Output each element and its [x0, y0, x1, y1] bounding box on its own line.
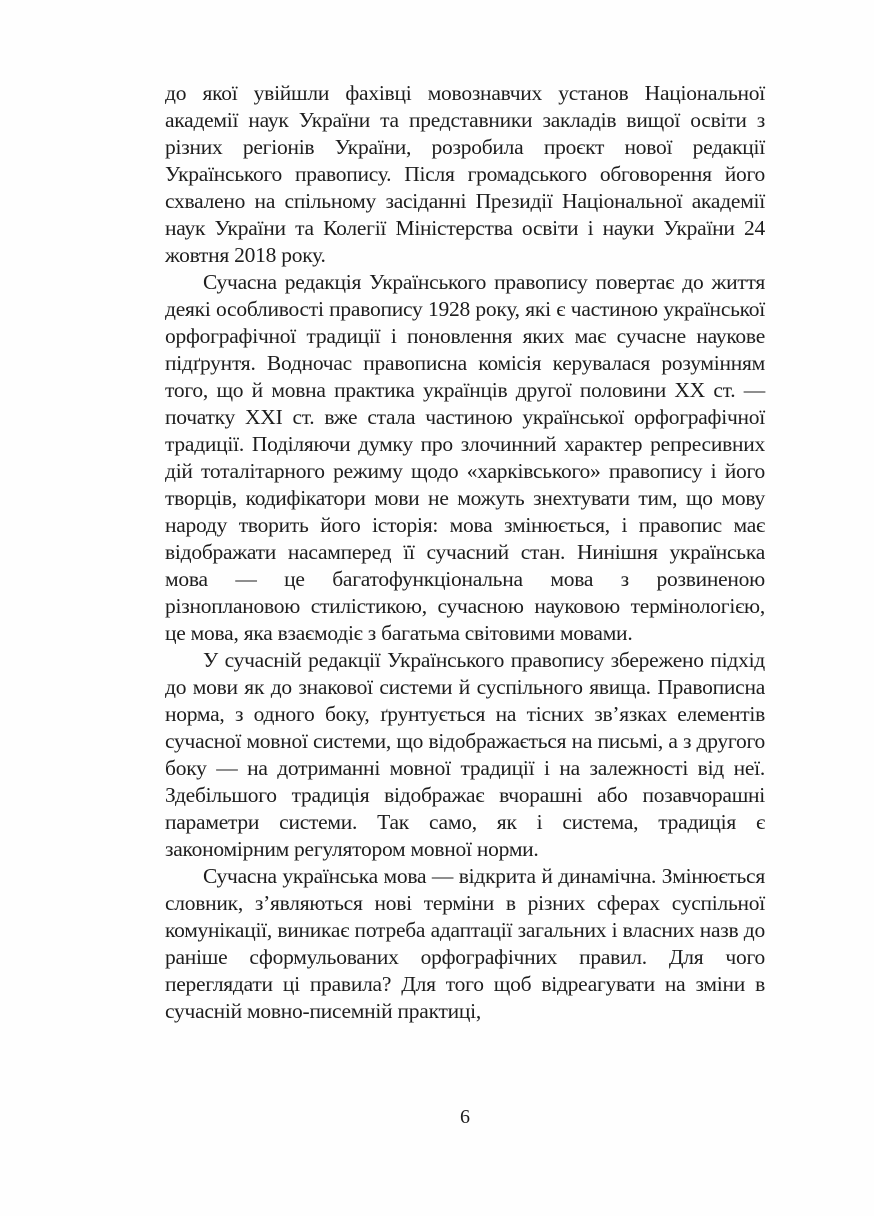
paragraph: У сучасній редакції Українського правопису збережено підхід до мови як до знакової системи й суспільного явища. Правописна норма, з одного боку, ґрунтується на тісних зв’язках елементів сучасної мовної системи, що відображається на письмі, а з другого боку — на дотриманні мовної традиції і на залежності від неї. Здебільшого традиція відображає вчорашні або позавчорашні параметри системи. Так само, як і система, традиція є закономірним регулятором мовної норми. [165, 648, 765, 861]
paragraph: до якої увійшли фахівці мовознавчих установ Національної академії наук України та представники закладів вищої освіти з різних регіонів України, розробила проєкт нової редакції Українського правопису. Після громадського обговорення його схвалено на спільному засіданні Президії Національної академії наук України та Колегії Міністерства освіти і науки України 24 жовтня 2018 року. [165, 81, 765, 267]
page-number: 6 [460, 1106, 470, 1128]
paragraph: Сучасна редакція Українського правопису повертає до життя деякі особливості правопису 1928 року, які є частиною української орфографічної традиції і поновлення яких має сучасне наукове підґрунтя. Водночас правописна комісія керувалася розумінням того, що й мовна практика українців другої половини XX ст. — початку XXI ст. вже стала частиною української орфографічної традиції. Поділяючи думку про злочинний характер репресивних дій тоталітарного режиму щодо «харківського» правопису і його творців, кодифікатори мови не можуть знехтувати тим, що мову народу творить його історія: мова змінюється, і правопис має відображати насамперед її сучасний стан. Нинішня українська мова — це багатофункціональна мова з розвиненою різноплановою стилістикою, сучасною науковою термінологією, це мова, яка взаємодіє з багатьма світовими мовами. [165, 270, 765, 645]
text-block [165, 80, 765, 1025]
paragraph: Сучасна українська мова — відкрита й динамічна. Змінюється словник, з’являються нові терміни в різних сферах суспільної комунікації, виникає потреба адаптації загальних і власних назв до раніше сформульованих орфографічних правил. Для чого переглядати ці правила? Для того щоб відреагувати на зміни в сучасній мовно-писемній практиці, [165, 864, 765, 1023]
